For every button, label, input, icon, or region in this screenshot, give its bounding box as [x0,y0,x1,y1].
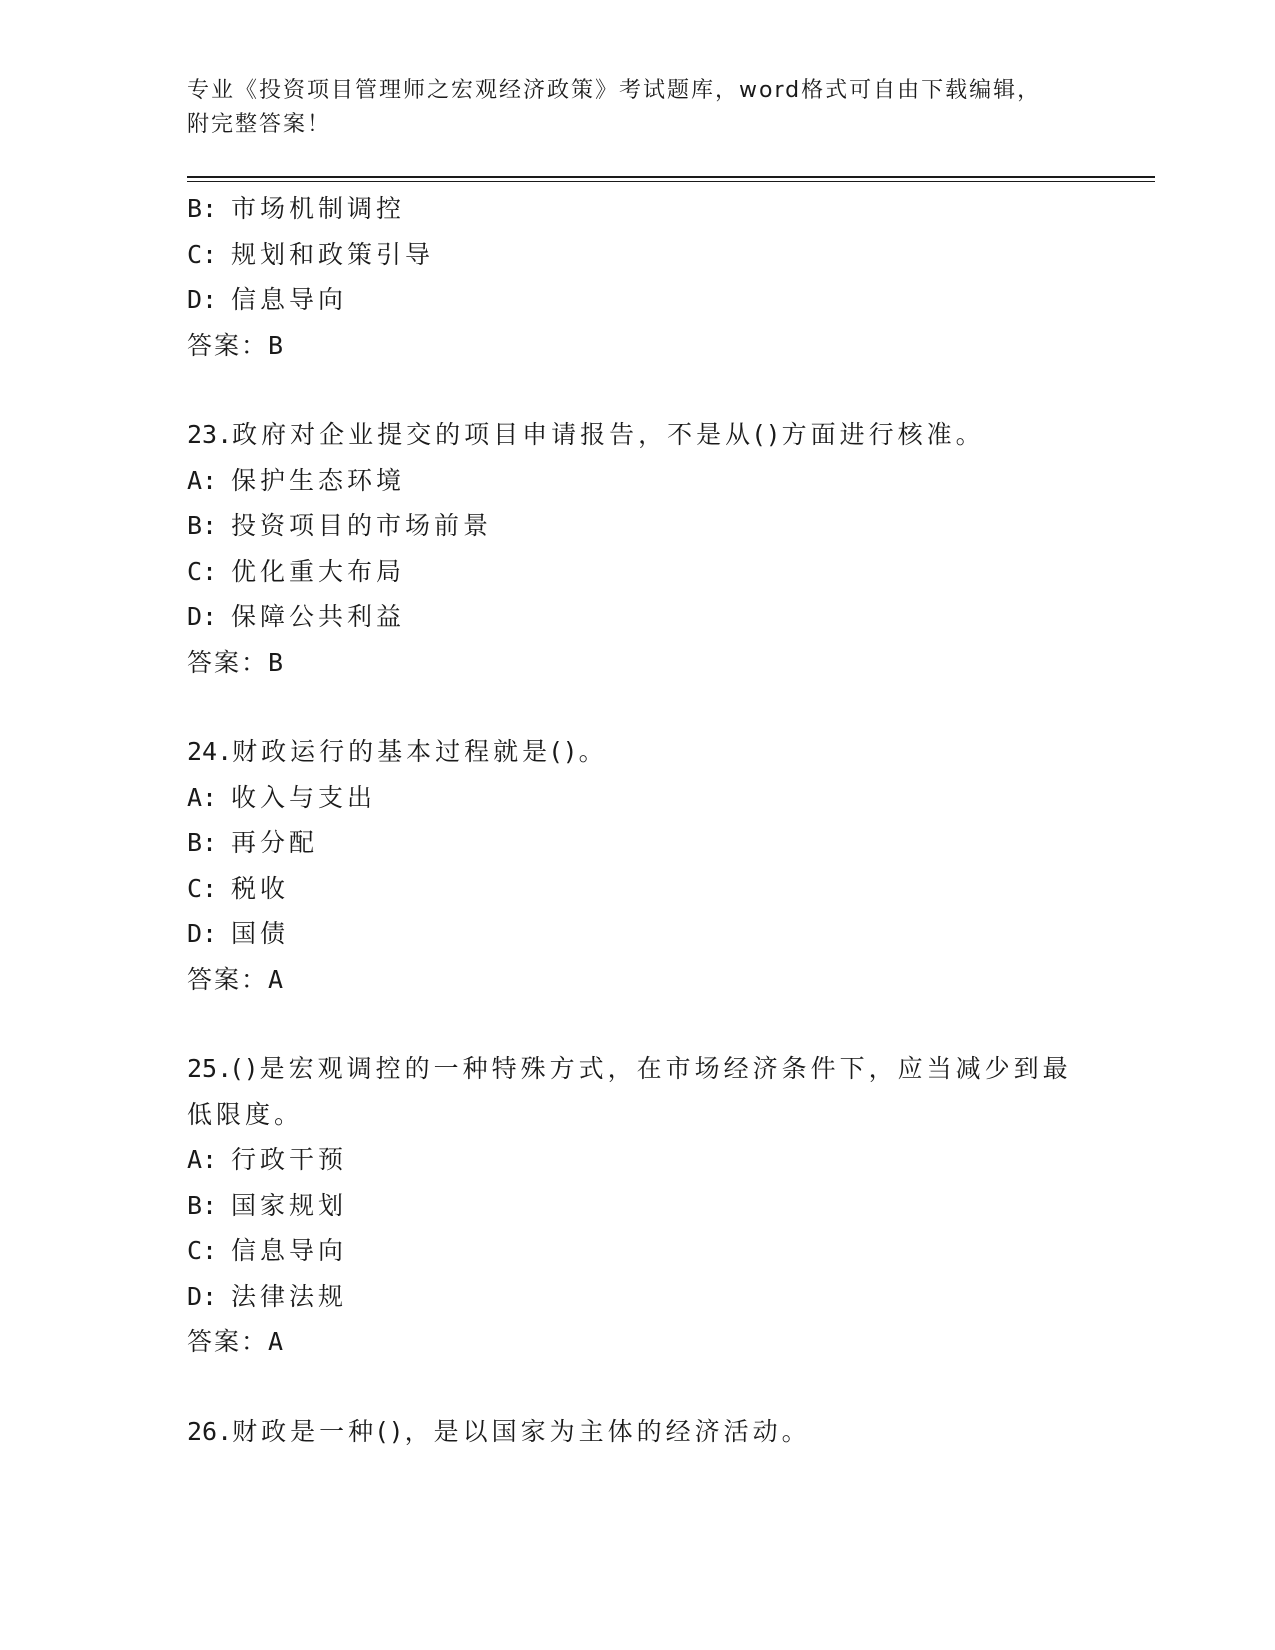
question-25 [187,1046,1087,1365]
option-c: C: 信息导向 [187,1236,348,1265]
option-b: B: 再分配 [187,828,319,857]
header-divider-thick [187,176,1155,178]
question-23 [187,412,1087,685]
option-c: C: 税收 [187,873,290,903]
question-stem: 24.财政运行的基本过程就是()。 [187,737,608,766]
option-b: B: 国家规划 [187,1190,348,1220]
option-a: A: 行政干预 [187,1145,348,1174]
option-d: D: 信息导向 [187,285,348,314]
header-line-2: 附完整答案！ [187,112,332,137]
answer-line: 答案：A [187,964,284,994]
question-26 [187,1409,1087,1455]
answer-line: 答案：B [187,647,284,677]
option-d: D: 法律法规 [187,1281,348,1311]
option-a: A: 收入与支出 [187,782,377,812]
option-c: C: 优化重大布局 [187,556,406,586]
header-divider-thin [187,181,1155,182]
document-header [187,74,1107,142]
question-list [187,186,1087,1454]
question-stem: 26.财政是一种()，是以国家为主体的经济活动。 [187,1416,811,1446]
option-d: D: 保障公共利益 [187,602,406,631]
question-stem: 25.()是宏观调控的一种特殊方式，在市场经济条件下，应当减少到最 [187,1054,1072,1083]
question-24 [187,729,1087,1002]
question-stem-continued: 低限度。 [187,1099,304,1129]
header-line-1: 专业《投资项目管理师之宏观经济政策》考试题库，word格式可自由下载编辑， [187,78,1042,103]
answer-line: 答案：A [187,1327,284,1356]
question-22 [187,186,1087,368]
answer-line: 答案：B [187,330,284,360]
option-a: A: 保护生态环境 [187,465,406,495]
option-b: B: 市场机制调控 [187,194,406,223]
option-c: C: 规划和政策引导 [187,239,435,269]
option-b: B: 投资项目的市场前景 [187,511,493,540]
question-stem: 23.政府对企业提交的项目申请报告，不是从()方面进行核准。 [187,420,985,449]
option-d: D: 国债 [187,919,290,948]
